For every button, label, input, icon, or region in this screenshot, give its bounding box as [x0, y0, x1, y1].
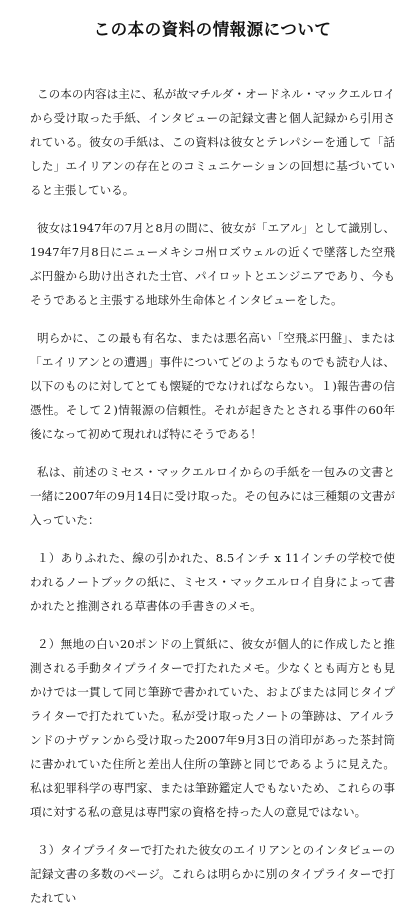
paragraph-item-2: ２）無地の白い20ポンドの上質紙に、彼女が個人的に作成したと推測される手動タイプライターで打たれたメモ。少なくとも両方とも見かけでは一貫して同じ筆跡で書かれていた、およびまたは同じタイプライターで打たれていた。私が受け取ったノートの筆跡は、アイルランドのナヴァンから受け取った2007年9月3日の消印があった茶封筒に書かれていた住所と差出人住所の筆跡と同じであるように見えた。私は犯罪科学の専門家、または筆跡鑑定人でもないため、これらの事項に対する私の意見は専門家の資格を持った人の意見ではない。: [30, 637, 395, 819]
paragraph-item-1: １）ありふれた、線の引かれた、8.5インチ x 11インチの学校で使われるノートブックの紙に、ミセス・マックエルロイ自身によって書かれたと推測される草書体の手書きのメモ。: [30, 551, 395, 613]
paragraph-received: 私は、前述のミセス・マックエルロイからの手紙を一包みの文書と一緒に2007年の9月14日に受け取った。その包みには三種類の文書が入っていた：: [30, 465, 395, 527]
paragraph-item-3: ３）タイプライターで打たれた彼女のエイリアンとのインタビューの記録文書の多数のページ。これらは明らかに別のタイプライターで打たれてい: [30, 843, 395, 905]
paragraph-intro: この本の内容は主に、私が故マチルダ・オードネル・マックエルロイから受け取った手紙、インタビューの記録文書と個人記録から引用されている。彼女の手紙は、この資料は彼女とテレパシーを通して「話した」エイリアンの存在とのコミュニケーションの回想に基づいていると主張している。: [30, 87, 395, 197]
paragraph-interview: 彼女は1947年の7月と8月の間に、彼女が「エアル」として識別し、1947年7月8日にニューメキシコ州ロズウェルの近くで墜落した空飛ぶ円盤から助け出された士官、パイロットとエンジニアであり、今もそうであると主張する地球外生命体とインタビューをした。: [30, 221, 395, 307]
paragraph-skepticism: 明らかに、この最も有名な、または悪名高い「空飛ぶ円盤」、または「エイリアンとの遭遇」事件についてどのようなものでも読む人は、以下のものに対してとても懐疑的でなければならない。１)報告書の信憑性。そして２)情報源の信頼性。それが起きたとされる事件の60年後になって初めて現れれば特にそうである！: [30, 331, 395, 441]
page-title: この本の資料の情報源について: [93, 20, 332, 39]
